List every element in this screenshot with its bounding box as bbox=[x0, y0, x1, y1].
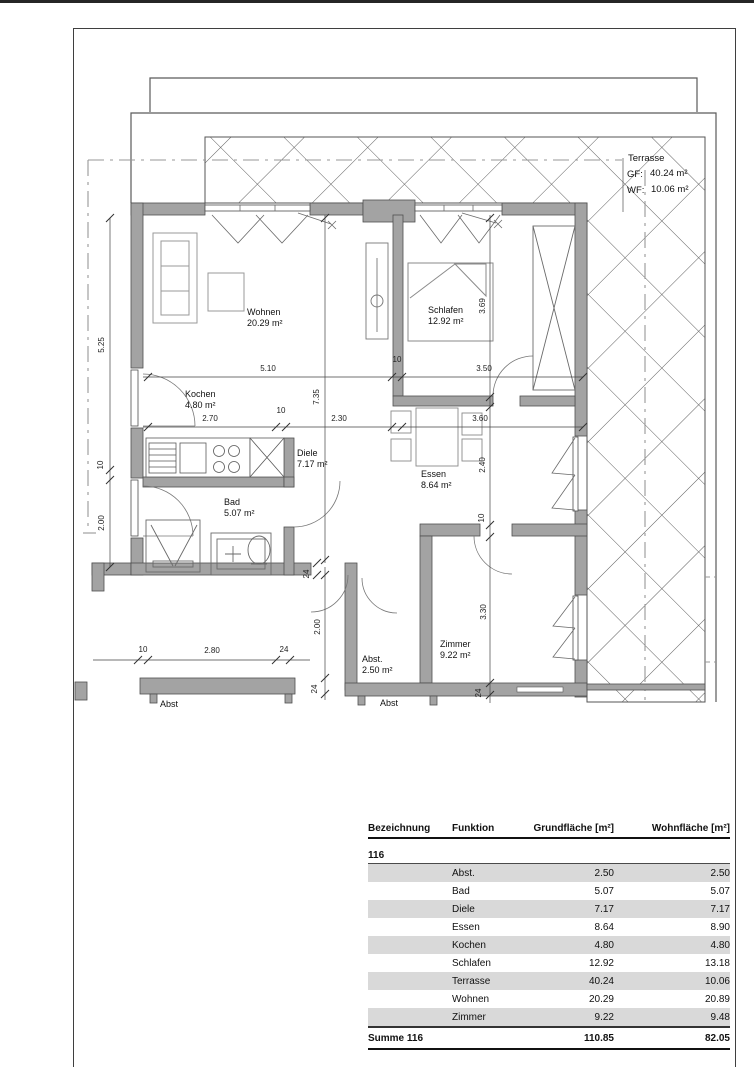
dim-mid-kochen: 2.70 bbox=[202, 414, 218, 423]
cell-funktion: Abst. bbox=[452, 867, 475, 879]
toilet bbox=[248, 536, 270, 564]
cell-wohn: 5.07 bbox=[710, 885, 730, 897]
table-row bbox=[368, 900, 730, 918]
dim-v-zimmer-small: 10 bbox=[477, 513, 486, 523]
room-label-abst bbox=[362, 654, 393, 675]
svg-text:Essen: Essen bbox=[421, 469, 447, 479]
cell-wohn: 13.18 bbox=[704, 957, 730, 969]
svg-text:Bad: Bad bbox=[224, 497, 241, 507]
svg-text:Abst.: Abst. bbox=[362, 654, 383, 664]
dim-v-wall-bottom-right: 24 bbox=[474, 688, 483, 698]
dim-v-diele: 7.35 bbox=[312, 389, 321, 405]
cell-grund: 7.17 bbox=[594, 903, 614, 915]
header-wohnflaeche: Wohnfläche [m²] bbox=[651, 823, 730, 834]
dim-mid-diele: 2.30 bbox=[331, 414, 347, 423]
table-row bbox=[368, 936, 730, 954]
dim-left-main: 5.25 bbox=[97, 337, 106, 353]
dim-mid-essen: 3.60 bbox=[472, 414, 488, 423]
table-row bbox=[368, 918, 730, 936]
dim-bot-main: 2.80 bbox=[204, 646, 220, 655]
sink bbox=[211, 533, 271, 575]
dim-bot-small: 10 bbox=[138, 645, 148, 654]
svg-text:2.50 m²: 2.50 m² bbox=[362, 665, 393, 675]
dim-v-wall-bad: 24 bbox=[302, 569, 311, 579]
room-label-diele bbox=[297, 448, 328, 469]
dim-top-schlafen: 3.50 bbox=[476, 364, 492, 373]
cell-grund: 5.07 bbox=[594, 885, 614, 897]
terrasse-wf-label: WF: bbox=[627, 185, 645, 196]
svg-text:8.64 m²: 8.64 m² bbox=[421, 480, 452, 490]
dim-mid-small: 10 bbox=[276, 406, 286, 415]
room-label-wohnen bbox=[247, 307, 283, 328]
room-label-bad bbox=[224, 497, 255, 518]
cell-funktion: Diele bbox=[452, 903, 475, 915]
svg-text:4.80 m²: 4.80 m² bbox=[185, 400, 216, 410]
table-sum-row bbox=[368, 1026, 730, 1050]
dim-v-abst-left: 2.00 bbox=[313, 619, 322, 635]
svg-text:Zimmer: Zimmer bbox=[440, 639, 471, 649]
cell-grund: 9.22 bbox=[594, 1011, 614, 1023]
svg-text:12.92 m²: 12.92 m² bbox=[428, 316, 464, 326]
cell-grund: 40.24 bbox=[588, 975, 614, 987]
room-label-essen bbox=[421, 469, 452, 490]
room-label-zimmer bbox=[440, 639, 471, 660]
cell-funktion: Zimmer bbox=[452, 1011, 486, 1023]
terrasse-gf-value: 40.24 m² bbox=[650, 168, 688, 179]
dim-left-lower: 2.00 bbox=[97, 515, 106, 531]
terrasse-gf-label: GF: bbox=[627, 169, 643, 180]
area-table bbox=[368, 820, 730, 1050]
cut-label-abst-right: Abst bbox=[380, 698, 399, 708]
svg-text:9.22 m²: 9.22 m² bbox=[440, 650, 471, 660]
svg-text:20.29 m²: 20.29 m² bbox=[247, 318, 283, 328]
table-group-row bbox=[368, 848, 730, 864]
cell-grund: 2.50 bbox=[594, 867, 614, 879]
table-row bbox=[368, 954, 730, 972]
room-label-kochen bbox=[185, 389, 216, 410]
room-label-schlafen bbox=[428, 305, 464, 326]
sum-wohn: 82.05 bbox=[704, 1032, 730, 1044]
dim-top-small: 10 bbox=[392, 355, 402, 364]
sofa bbox=[153, 233, 197, 323]
sum-label: Summe 116 bbox=[368, 1032, 424, 1044]
svg-text:7.17 m²: 7.17 m² bbox=[297, 459, 328, 469]
dimension-labels bbox=[96, 298, 492, 698]
cell-funktion: Wohnen bbox=[452, 993, 490, 1005]
cell-funktion: Schlafen bbox=[452, 957, 491, 969]
dining-set bbox=[391, 408, 482, 466]
cell-funktion: Essen bbox=[452, 921, 480, 933]
bottom-wall-window bbox=[517, 687, 563, 692]
cell-grund: 12.92 bbox=[588, 957, 614, 969]
kitchen-counter bbox=[146, 438, 284, 477]
cut-label-abst-left: Abst bbox=[160, 699, 179, 709]
cell-wohn: 10.06 bbox=[704, 975, 730, 987]
cell-grund: 20.29 bbox=[588, 993, 614, 1005]
table-row bbox=[368, 990, 730, 1008]
cell-funktion: Bad bbox=[452, 885, 470, 897]
terrasse-name: Terrasse bbox=[628, 153, 665, 164]
coffee-table bbox=[208, 273, 244, 311]
group-label: 116 bbox=[368, 850, 385, 861]
terrace-hatch bbox=[205, 137, 705, 702]
cell-wohn: 7.17 bbox=[710, 903, 730, 915]
table-header-row bbox=[368, 820, 730, 839]
cell-grund: 8.64 bbox=[594, 921, 614, 933]
svg-text:Wohnen: Wohnen bbox=[247, 307, 281, 317]
svg-text:5.07 m²: 5.07 m² bbox=[224, 508, 255, 518]
table-row bbox=[368, 1008, 730, 1026]
cell-wohn: 4.80 bbox=[710, 939, 730, 951]
dim-v-wall-bottom-left: 24 bbox=[310, 684, 319, 694]
table-row bbox=[368, 882, 730, 900]
dim-left-small: 10 bbox=[96, 460, 105, 470]
cell-wohn: 2.50 bbox=[710, 867, 730, 879]
cell-funktion: Terrasse bbox=[452, 975, 491, 987]
dim-v-essen: 2.40 bbox=[478, 457, 487, 473]
dim-v-schlafen: 3.69 bbox=[478, 298, 487, 314]
header-grundflaeche: Grundfläche [m²] bbox=[533, 823, 614, 834]
header-bezeichnung: Bezeichnung bbox=[368, 823, 431, 834]
terrasse-wf-value: 10.06 m² bbox=[651, 184, 689, 195]
wardrobe bbox=[533, 226, 575, 390]
svg-text:Schlafen: Schlafen bbox=[428, 305, 464, 315]
cell-wohn: 8.90 bbox=[710, 921, 730, 933]
svg-text:Kochen: Kochen bbox=[185, 389, 216, 399]
dim-v-zimmer: 3.30 bbox=[479, 604, 488, 620]
roof-outline bbox=[150, 78, 697, 112]
cell-wohn: 20.89 bbox=[704, 993, 730, 1005]
table-row bbox=[368, 864, 730, 882]
cell-wohn: 9.48 bbox=[710, 1011, 730, 1023]
sum-grund: 110.85 bbox=[583, 1032, 614, 1044]
svg-text:Diele: Diele bbox=[297, 448, 318, 458]
dim-bot-wall: 24 bbox=[279, 645, 289, 654]
dim-top-wohnen: 5.10 bbox=[260, 364, 276, 373]
cell-grund: 4.80 bbox=[594, 939, 614, 951]
tv-sideboard bbox=[366, 243, 388, 339]
header-funktion: Funktion bbox=[452, 823, 495, 834]
cell-funktion: Kochen bbox=[452, 939, 486, 951]
table-row bbox=[368, 972, 730, 990]
